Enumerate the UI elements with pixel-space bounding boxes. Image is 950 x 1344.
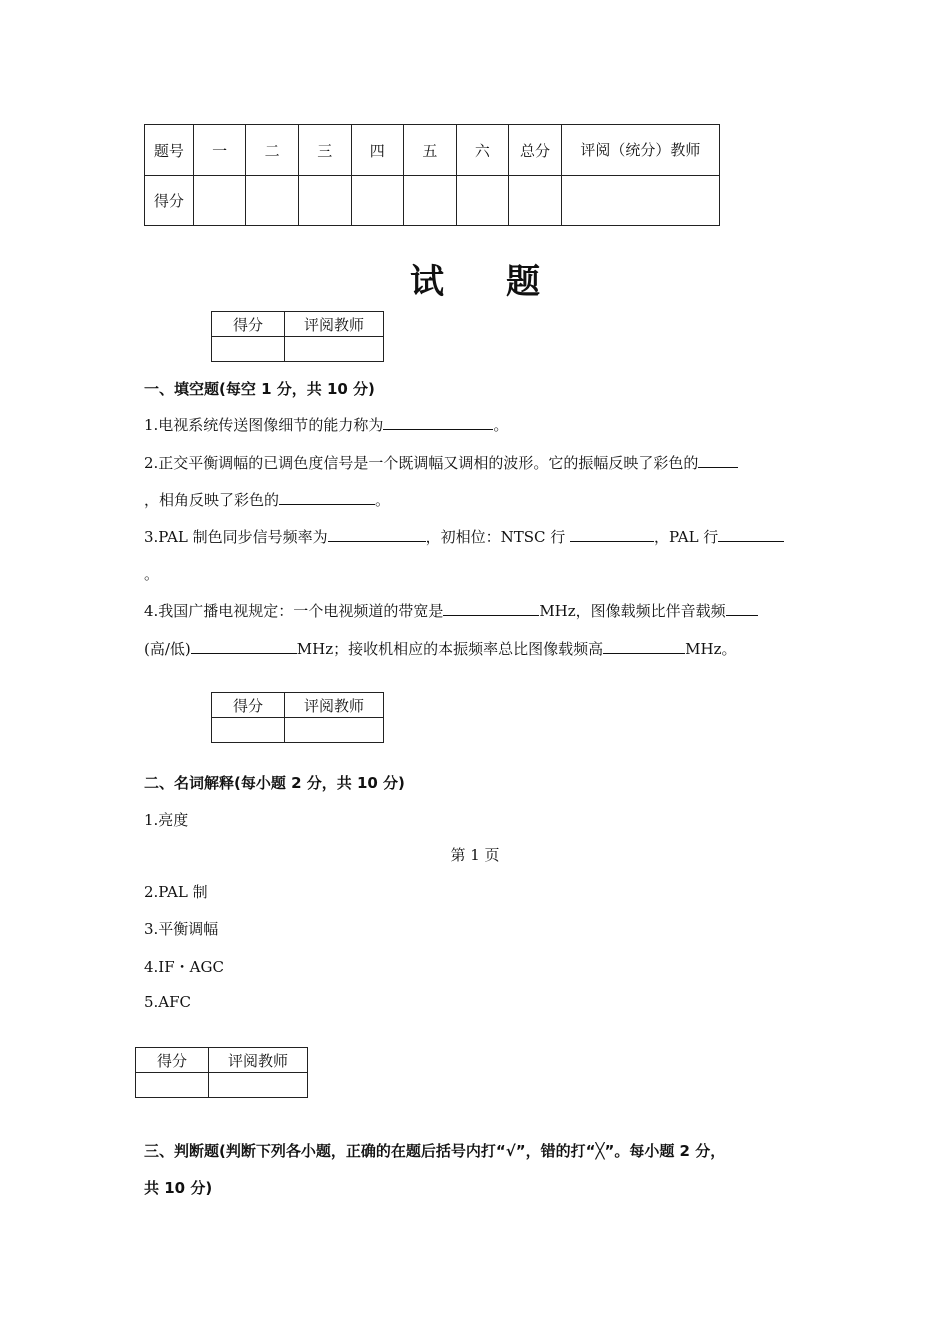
question-text: MHz；接收机相应的本振频率总比图像载频高 [296, 640, 604, 658]
header-cell: 三 [298, 125, 351, 176]
score-cell[interactable] [561, 176, 719, 226]
section-heading: 一、填空题(每空 1 分，共 10 分) [144, 380, 375, 398]
score-table-header-row [145, 125, 720, 176]
question-end: 。 [375, 491, 391, 509]
score-cell[interactable] [193, 176, 246, 226]
header-cell: 题号 [145, 125, 194, 176]
score-cell[interactable] [351, 176, 404, 226]
answer-blank[interactable] [726, 601, 758, 616]
header-cell: 总分 [509, 125, 562, 176]
page-title: 试题 [410, 262, 602, 302]
answer-blank[interactable] [191, 639, 297, 654]
grader-box-teacher-cell[interactable] [285, 718, 384, 743]
grader-box [211, 311, 384, 362]
section-heading-cont: 共 10 分) [144, 1179, 213, 1197]
question-end: 。 [493, 416, 509, 434]
section-heading: 二、名词解释(每小题 2 分，共 10 分) [144, 774, 405, 792]
score-cell[interactable] [404, 176, 457, 226]
grader-box-score-cell[interactable] [212, 337, 285, 362]
grader-box-teacher-label: 评阅教师 [209, 1048, 308, 1073]
term-item: 3.平衡调幅 [144, 920, 219, 938]
answer-blank[interactable] [698, 453, 738, 468]
question-4 [144, 600, 758, 621]
question-text: ，相角反映了彩色的 [144, 491, 280, 509]
page-number: 第 1 页 [450, 846, 500, 864]
score-table-score-row [145, 176, 720, 226]
header-cell: 四 [351, 125, 404, 176]
score-cell[interactable] [456, 176, 509, 226]
answer-blank[interactable] [383, 415, 493, 430]
term-item: 4.IF・AGC [144, 958, 224, 976]
grader-box-score-label: 得分 [136, 1048, 209, 1073]
grader-box-score-label: 得分 [212, 693, 285, 718]
term-item: 2.PAL 制 [144, 883, 208, 901]
header-cell: 二 [246, 125, 299, 176]
header-cell: 一 [193, 125, 246, 176]
header-cell: 五 [404, 125, 457, 176]
grader-box-teacher-cell[interactable] [209, 1073, 308, 1098]
grader-box-score-cell[interactable] [212, 718, 285, 743]
question-1 [144, 414, 508, 435]
question-text: MHz，图像载频比伴音载频 [539, 602, 726, 620]
question-text: 3.PAL 制色同步信号频率为 [144, 528, 328, 546]
grader-box-teacher-cell[interactable] [285, 337, 384, 362]
question-text: 4.我国广播电视规定：一个电视频道的带宽是 [144, 602, 444, 620]
answer-blank[interactable] [443, 601, 539, 616]
score-cell[interactable] [509, 176, 562, 226]
score-cell[interactable] [298, 176, 351, 226]
term-item: 1.亮度 [144, 811, 189, 829]
question-text: ，初相位：NTSC 行 [425, 528, 566, 546]
grader-box [135, 1047, 308, 1098]
question-3-end: 。 [144, 565, 160, 583]
term-item: 5.AFC [144, 993, 192, 1011]
score-cell[interactable] [246, 176, 299, 226]
answer-blank[interactable] [718, 527, 784, 542]
row-label: 得分 [145, 176, 194, 226]
score-table [144, 124, 720, 226]
question-4-cont [144, 638, 736, 659]
header-cell: 六 [456, 125, 509, 176]
grader-box-score-cell[interactable] [136, 1073, 209, 1098]
question-3 [144, 526, 784, 547]
grader-box-teacher-label: 评阅教师 [285, 693, 384, 718]
answer-blank[interactable] [603, 639, 685, 654]
question-2-cont [144, 489, 390, 510]
question-text: (高/低) [144, 640, 191, 658]
question-text: 2.正交平衡调幅的已调色度信号是一个既调幅又调相的波形。它的振幅反映了彩色的 [144, 454, 699, 472]
question-2 [144, 452, 738, 473]
question-text: 1.电视系统传送图像细节的能力称为 [144, 416, 384, 434]
answer-blank[interactable] [328, 527, 426, 542]
section-heading: 三、判断题(判断下列各小题，正确的在题后括号内打“√”，错的打“╳”。每小题 2 分， [144, 1142, 726, 1160]
answer-blank[interactable] [570, 527, 654, 542]
answer-blank[interactable] [279, 490, 375, 505]
question-text: MHz。 [685, 640, 737, 658]
grader-box-score-label: 得分 [212, 312, 285, 337]
grader-box-teacher-label: 评阅教师 [285, 312, 384, 337]
question-text: ，PAL 行 [654, 528, 719, 546]
header-cell-teacher: 评阅（统分）教师 [561, 125, 719, 176]
grader-box [211, 692, 384, 743]
